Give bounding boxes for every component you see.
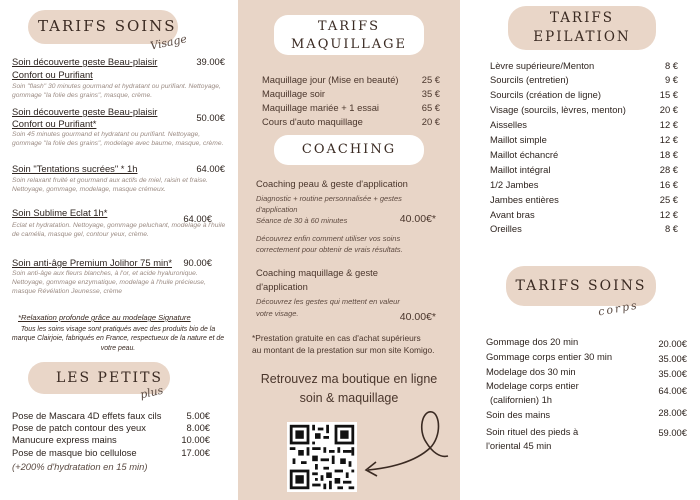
epilation-item-7-name: Maillot échancré bbox=[490, 149, 559, 160]
coaching-peau-desc-4: Découvrez enfin comment utiliser vos soins bbox=[256, 234, 401, 243]
maquillage-item-1-name: Maquillage jour (Mise en beauté) bbox=[262, 74, 399, 85]
epilation-item-10-price: 25 € bbox=[659, 194, 678, 205]
epilation-item-6-price: 12 € bbox=[659, 134, 678, 145]
boutique-line-2: soin & maquillage bbox=[299, 391, 399, 405]
corps-item-6-name: Soin rituel des pieds à bbox=[486, 426, 579, 437]
corps-item-2-name: Gommage corps entier 30 min bbox=[486, 351, 613, 362]
visage-item-4-desc: Eclat et hydratation. Nettoyage, gommage peluchant, modelage à l'huile de camélia, masque gel, contour yeux, crème. bbox=[12, 222, 226, 239]
epilation-title-line1: TARIFS bbox=[549, 10, 615, 26]
coaching-note-1: *Prestation gratuite en cas d'achat supérieurs bbox=[252, 333, 421, 343]
epilation-item-3-name: Sourcils (création de ligne) bbox=[490, 89, 601, 100]
visage-item-1-desc: Soin "flash" 30 minutes gourmand et hydratant ou purifiant. Nettoyage, gommage "la folie des grains", masque, crème. bbox=[12, 83, 221, 100]
coaching-maq-desc-2: votre visage. bbox=[256, 309, 299, 318]
coaching-peau-title: Coaching peau & geste d'application bbox=[256, 178, 408, 189]
petits-plus-item-4-price: 17.00€ bbox=[181, 447, 210, 458]
corps-item-1-price: 20.00€ bbox=[658, 338, 687, 349]
visage-item-5-price: 90.00€ bbox=[183, 257, 212, 268]
epilation-item-5-name: Aisselles bbox=[490, 119, 527, 130]
corps-item-3-name: Modelage dos 30 min bbox=[486, 366, 576, 377]
corps-item-4-name: Modelage corps entier bbox=[486, 380, 579, 391]
corps-item-5-name: Soin des mains bbox=[486, 409, 551, 420]
visage-item-3-desc: Soin relaxant fruité et gourmand aux actifs de miel, raisin et fraise. Nettoyage, gommage, modelage, masque crémeux. bbox=[12, 177, 208, 194]
maquillage-item-2-name: Maquillage soir bbox=[262, 88, 326, 99]
visage-item-2-name: Soin découverte geste Beau-plaisir bbox=[12, 106, 158, 117]
petits-plus-title: LES PETITS bbox=[56, 370, 163, 386]
epilation-item-7-price: 18 € bbox=[659, 149, 678, 160]
corps-item-6-name2: l'oriental 45 min bbox=[486, 440, 552, 451]
coaching-peau-price: 40.00€* bbox=[399, 213, 436, 225]
visage-item-2-price: 50.00€ bbox=[196, 112, 225, 123]
corps-item-4-price: 64.00€ bbox=[658, 385, 687, 396]
soins-visage-script: Visage bbox=[149, 32, 188, 53]
petits-plus-script: plus bbox=[138, 383, 165, 402]
coaching-maq-desc-1: Découvrez les gestes qui mettent en valeur bbox=[256, 297, 400, 306]
visage-relax-note: *Relaxation profonde grâce au modelage Signature bbox=[18, 313, 191, 322]
coaching-maq-price: 40.00€* bbox=[399, 311, 436, 323]
maquillage-item-4-name: Cours d'auto maquillage bbox=[262, 116, 363, 127]
epilation-title-line2: EPILATION bbox=[533, 29, 631, 45]
visage-item-5-desc: Soin anti-âge aux fleurs blanches, à l'or, et acide hyaluronique. Nettoyage, gommage enzymatique, modelage à l'huile précieuse, masque Révélation Jeunesse, crème bbox=[12, 270, 206, 296]
petits-plus-item-2-price: 8.00€ bbox=[186, 422, 210, 433]
visage-item-5-name: Soin anti-âge Premium Jolihor 75 min* bbox=[12, 257, 172, 268]
epilation-item-8-name: Maillot intégral bbox=[490, 164, 551, 175]
boutique-line-1: Retrouvez ma boutique en ligne bbox=[260, 372, 438, 386]
epilation-item-4-price: 20 € bbox=[659, 104, 678, 115]
epilation-item-2-name: Sourcils (entretien) bbox=[490, 74, 569, 85]
epilation-item-12-price: 8 € bbox=[664, 223, 678, 234]
coaching-peau-desc-3: Séance de 30 à 60 minutes bbox=[256, 216, 348, 225]
epilation-item-3-price: 15 € bbox=[659, 89, 678, 100]
corps-item-4-name2: (californien) 1h bbox=[490, 394, 553, 405]
epilation-item-9-price: 16 € bbox=[659, 179, 678, 190]
corps-item-2-price: 35.00€ bbox=[658, 353, 687, 364]
maquillage-item-3-price: 65 € bbox=[421, 102, 440, 113]
maquillage-item-2-price: 35 € bbox=[421, 88, 440, 99]
visage-item-1-name: Soin découverte geste Beau-plaisir bbox=[12, 56, 158, 67]
visage-item-4-name: Soin Sublime Eclat 1h* bbox=[12, 207, 108, 218]
epilation-item-12-name: Oreilles bbox=[490, 223, 522, 234]
corps-item-5-price: 28.00€ bbox=[658, 407, 687, 418]
corps-item-3-price: 35.00€ bbox=[658, 368, 687, 379]
petits-plus-item-2-name: Pose de patch contour des yeux bbox=[12, 422, 146, 433]
epilation-item-8-price: 28 € bbox=[659, 164, 678, 175]
epilation-item-6-name: Maillot simple bbox=[490, 134, 547, 145]
soins-corps-script: corps bbox=[597, 298, 640, 319]
epilation-item-9-name: 1/2 Jambes bbox=[490, 179, 539, 190]
epilation-item-2-price: 9 € bbox=[664, 74, 678, 85]
visage-item-1-price: 39.00€ bbox=[196, 56, 225, 67]
coaching-peau-desc-1: Diagnostic + routine personnalisée + gestes bbox=[256, 194, 402, 203]
visage-products-note: Tous les soins visage sont pratiqués avec des produits bio de la marque Clairjoie, fabriqués en France, respectueux de la nature et de votre peau. bbox=[11, 326, 225, 352]
coaching-note-2: au montant de la prestation sur mon site Komigo. bbox=[252, 345, 435, 355]
epilation-item-11-price: 12 € bbox=[659, 209, 678, 220]
maquillage-item-3-name: Maquillage mariée + 1 essai bbox=[262, 102, 379, 113]
visage-item-2-name2: Confort ou Purifiant* bbox=[12, 118, 97, 129]
epilation-item-1-name: Lèvre supérieure/Menton bbox=[490, 60, 595, 71]
petits-plus-item-3-name: Manucure express mains bbox=[12, 434, 117, 445]
soins-visage-title: TARIFS SOINS bbox=[38, 17, 177, 35]
petits-plus-item-1-name: Pose de Mascara 4D effets faux cils bbox=[12, 410, 162, 421]
epilation-item-1-price: 8 € bbox=[664, 60, 678, 71]
visage-item-3-price: 64.00€ bbox=[196, 163, 225, 174]
maquillage-title-line1: TARIFS bbox=[317, 19, 381, 34]
qr-code[interactable] bbox=[287, 422, 357, 492]
maquillage-item-1-price: 25 € bbox=[421, 74, 440, 85]
maquillage-title-line2: MAQUILLAGE bbox=[291, 37, 407, 52]
visage-item-2-desc: Soin 45 minutes gourmand et hydratant ou purifiant. Nettoyage, gommage "la folie des grains", modelage avec baume, masque, crème. bbox=[12, 131, 224, 148]
epilation-item-4-name: Visage (sourcils, lèvres, menton) bbox=[490, 104, 626, 115]
petits-plus-note: (+200% d'hydratation en 15 min) bbox=[12, 461, 148, 472]
arrow-left-icon bbox=[360, 400, 455, 490]
visage-item-1-name2: Confort ou Purifiant bbox=[12, 69, 93, 80]
visage-item-4-price: 64.00€ bbox=[183, 213, 212, 224]
coaching-peau-desc-5: correctement pour obtenir de vrais résultats. bbox=[256, 245, 403, 254]
petits-plus-item-1-price: 5.00€ bbox=[186, 410, 210, 421]
maquillage-item-4-price: 20 € bbox=[421, 116, 440, 127]
petits-plus-item-4-name: Pose de masque bio cellulose bbox=[12, 447, 137, 458]
visage-item-3-name: Soin "Tentations sucrées" * 1h bbox=[12, 163, 138, 174]
epilation-item-10-name: Jambes entières bbox=[490, 194, 559, 205]
soins-corps-title: TARIFS SOINS bbox=[515, 278, 647, 294]
coaching-peau-desc-2: d'application bbox=[256, 205, 298, 214]
epilation-item-11-name: Avant bras bbox=[490, 209, 535, 220]
coaching-title: COACHING bbox=[301, 142, 397, 157]
corps-item-6-price: 59.00€ bbox=[658, 427, 687, 438]
corps-item-1-name: Gommage dos 20 min bbox=[486, 336, 579, 347]
coaching-maq-title-2: d'application bbox=[256, 281, 308, 292]
coaching-maq-title-1: Coaching maquillage & geste bbox=[256, 267, 378, 278]
epilation-item-5-price: 12 € bbox=[659, 119, 678, 130]
petits-plus-item-3-price: 10.00€ bbox=[181, 434, 210, 445]
